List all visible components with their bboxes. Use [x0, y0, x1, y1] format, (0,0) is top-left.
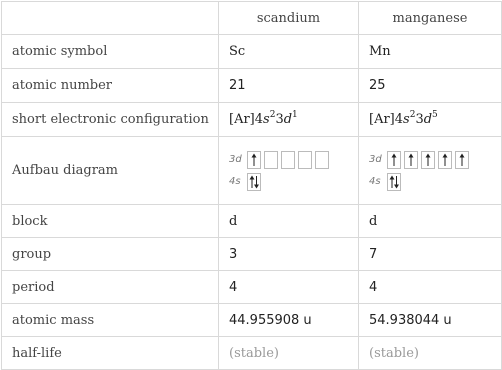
corner-cell [2, 2, 219, 35]
orbital-row-4s [229, 171, 358, 193]
manganese-aufbau-diagram [359, 137, 502, 205]
table-row [2, 304, 502, 337]
scandium-aufbau-diagram [219, 137, 359, 205]
column-header-manganese: manganese [359, 2, 502, 35]
config-core: [Ar]4 [229, 112, 264, 127]
table-row [2, 238, 502, 271]
table-row [2, 137, 502, 205]
row-label-block: block [2, 205, 219, 238]
scandium-block: d [219, 205, 359, 238]
orbital-row-3d [369, 149, 501, 171]
scandium-group: 3 [219, 238, 359, 271]
orbital-label-4s: 4s [229, 176, 241, 187]
orbital-boxes [247, 151, 332, 169]
manganese-atomic-number: 25 [359, 69, 502, 103]
row-label-atomic-symbol: atomic symbol [2, 35, 219, 69]
config-d-shell: 3 [415, 112, 424, 127]
spin-up-arrow-icon [248, 152, 260, 168]
orbital-box [247, 151, 261, 169]
orbital-box [247, 173, 261, 191]
manganese-block: d [359, 205, 502, 238]
orbital-boxes [387, 173, 404, 191]
orbital-boxes [387, 151, 472, 169]
table-row [2, 69, 502, 103]
manganese-short-config [359, 103, 502, 137]
row-label-atomic-number: atomic number [2, 69, 219, 103]
row-label-atomic-mass: atomic mass [2, 304, 219, 337]
orbital-box [387, 151, 401, 169]
orbital-box [315, 151, 329, 169]
orbital-row-3d [229, 149, 358, 171]
config-core: [Ar]4 [369, 112, 404, 127]
scandium-atomic-number: 21 [219, 69, 359, 103]
table-row [2, 271, 502, 304]
row-label-group: group [2, 238, 219, 271]
spin-up-arrow-icon [388, 152, 400, 168]
orbital-label-3d: 3d [369, 154, 382, 165]
orbital-box [264, 151, 278, 169]
orbital-box [438, 151, 452, 169]
row-label-half-life: half-life [2, 337, 219, 370]
scandium-period: 4 [219, 271, 359, 304]
element-comparison-table [1, 1, 502, 370]
spin-up-arrow-icon [439, 152, 451, 168]
table-row [2, 103, 502, 137]
config-d-exponent: 1 [292, 109, 298, 120]
scandium-atomic-mass: 44.955908 u [219, 304, 359, 337]
spin-up-arrow-icon [405, 152, 417, 168]
orbital-box [455, 151, 469, 169]
config-d-letter: d [283, 112, 293, 127]
orbital-box [387, 173, 401, 191]
orbital-box [421, 151, 435, 169]
row-label-period: period [2, 271, 219, 304]
orbital-row-4s [369, 171, 501, 193]
config-s-exponent: 2 [269, 109, 276, 120]
table-row [2, 35, 502, 69]
orbital-boxes [247, 173, 264, 191]
config-d-exponent: 5 [432, 109, 438, 120]
manganese-period: 4 [359, 271, 502, 304]
orbital-label-3d: 3d [229, 154, 242, 165]
config-s-letter: s [403, 112, 410, 127]
config-d-shell: 3 [275, 112, 284, 127]
row-label-aufbau: Aufbau diagram [2, 137, 219, 205]
config-s-letter: s [263, 112, 270, 127]
orbital-box [404, 151, 418, 169]
column-header-scandium: scandium [219, 2, 359, 35]
manganese-atomic-mass: 54.938044 u [359, 304, 502, 337]
spin-pair-arrows-icon [388, 174, 400, 190]
spin-up-arrow-icon [456, 152, 468, 168]
manganese-atomic-symbol: Mn [359, 35, 502, 69]
scandium-half-life: (stable) [219, 337, 359, 370]
spin-up-arrow-icon [422, 152, 434, 168]
orbital-label-4s: 4s [369, 176, 381, 187]
config-s-exponent: 2 [409, 109, 416, 120]
manganese-half-life: (stable) [359, 337, 502, 370]
manganese-group: 7 [359, 238, 502, 271]
table-row [2, 205, 502, 238]
config-d-letter: d [423, 112, 433, 127]
scandium-atomic-symbol: Sc [219, 35, 359, 69]
header-row [2, 2, 502, 35]
scandium-short-config [219, 103, 359, 137]
spin-pair-arrows-icon [248, 174, 260, 190]
table-row [2, 337, 502, 370]
orbital-box [281, 151, 295, 169]
orbital-box [298, 151, 312, 169]
row-label-short-config: short electronic configuration [2, 103, 219, 137]
